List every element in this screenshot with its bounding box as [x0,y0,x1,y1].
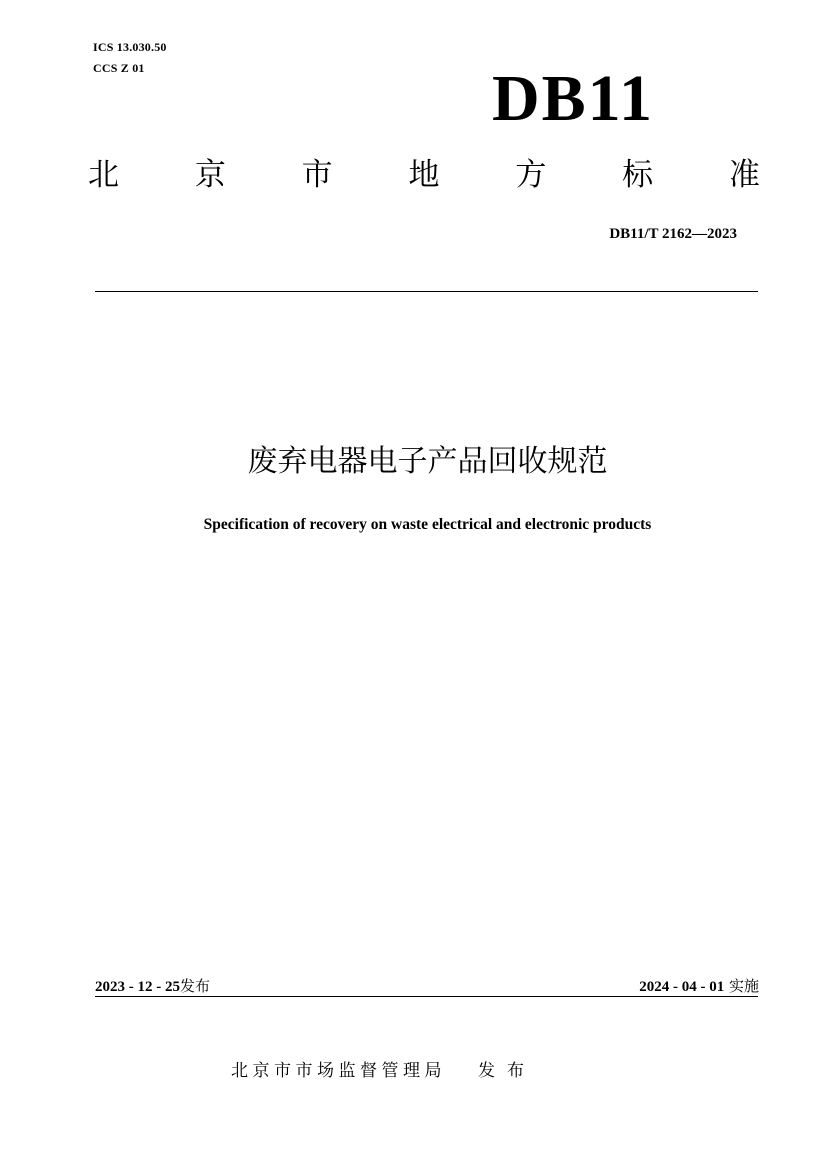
standard-number: DB11/T 2162—2023 [609,226,737,242]
title-chinese: 废弃电器电子产品回收规范 [247,444,608,479]
implement-date: 2024 - 04 - 01 [639,979,725,995]
top-divider [95,291,758,292]
standard-type-char: 市 [301,157,333,193]
ics-code: ICS 13.030.50 [93,40,167,54]
db-mark: DB11 [492,62,655,135]
standard-type-char: 标 [622,157,654,193]
bottom-divider [95,996,758,997]
issue-label: 发布 [180,977,211,995]
issue-date-line [95,975,210,996]
standard-type-char: 北 [88,157,119,193]
implement-date-line [639,975,759,996]
standard-type-char: 地 [408,157,440,193]
standard-type-char: 方 [515,157,547,193]
ccs-code: CCS Z 01 [93,61,145,75]
implement-label: 实施 [728,977,759,995]
title-english: Specification of recovery on waste electrical and electronic products [203,516,652,533]
publisher-action: 发布 [478,1061,536,1081]
standard-type-char: 准 [728,157,760,193]
standard-type-char: 京 [194,157,226,193]
issue-date: 2023 - 12 - 25 [95,979,180,995]
standard-type-heading [88,157,760,193]
publisher-line [231,1056,536,1081]
publisher-name: 北京市市场监督管理局 [231,1061,446,1081]
